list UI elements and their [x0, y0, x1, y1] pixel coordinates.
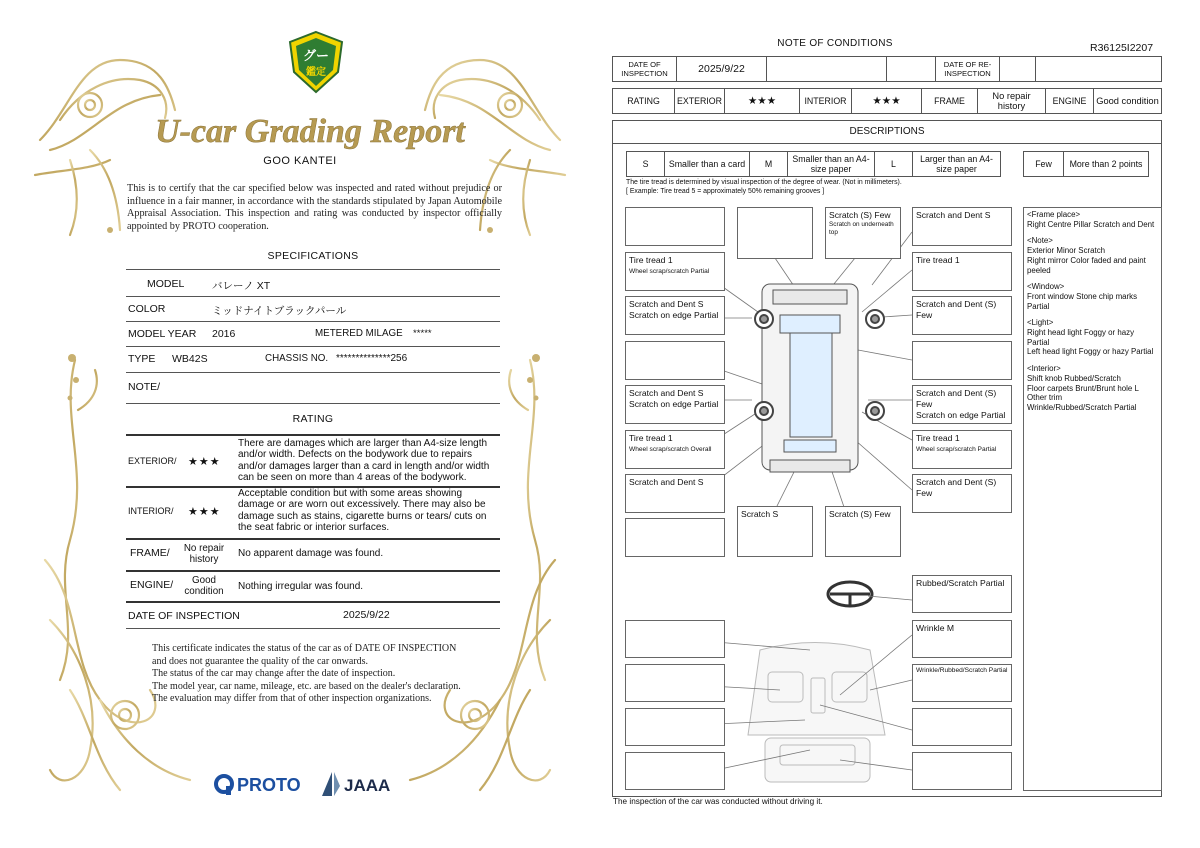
exterior-label: EXTERIOR [675, 89, 725, 113]
date-of-reinspection-label: DATE OF RE-INSPECTION [936, 57, 1000, 81]
goo-kantei-badge-icon [287, 30, 345, 94]
note-frame-place: <Frame place> Right Centre Pillar Scratch and Dent [1027, 210, 1155, 229]
date-of-inspection-label: DATE OF INSPECTION [128, 610, 240, 622]
certificate-footer: This certificate indicates the status of the car as of DATE OF INSPECTION and does not guarantee the quality of the car onwards. The status of the car may change after the date of inspection. The model year, car name, mileage, etc. are based on the dealer's declaration. The evaluation may differ from that of other inspection organizations. [152, 643, 461, 704]
divider [126, 321, 500, 322]
note-title: NOTE OF CONDITIONS [777, 38, 893, 49]
specifications-heading: SPECIFICATIONS [267, 250, 359, 262]
svg-text:グー: グー [302, 48, 330, 63]
chassis-label: CHASSIS NO. [265, 353, 329, 364]
svg-text:PROTO: PROTO [237, 775, 301, 795]
engine-label: ENGINE [1046, 89, 1094, 113]
exterior-stars: ★★★ [188, 456, 221, 468]
legend-l-key: L [875, 152, 913, 176]
engine-value: Good condition [184, 575, 224, 597]
legend-l-text: Larger than an A4-size paper [920, 154, 993, 174]
damage-box-empty [912, 341, 1012, 380]
box-title: Scratch (S) Few [829, 210, 891, 220]
interior-box-empty [625, 664, 725, 702]
model-label: MODEL [147, 278, 185, 290]
divider [126, 628, 500, 629]
color-value: ミッドナイトブラックパール [212, 305, 347, 317]
color-label: COLOR [128, 303, 166, 315]
interior-label: INTERIOR [800, 89, 852, 113]
interior-box-empty [912, 708, 1012, 746]
report-subtitle: GOO KANTEI [263, 155, 337, 167]
note-exterior: <Note> Exterior Minor Scratch Right mirror Color faded and paint peeled [1027, 236, 1146, 275]
damage-box-right-front: Scratch and Dent (S) Few [912, 296, 1012, 335]
interior-description: Acceptable condition but with some areas showing damage or are worn out excessively. There may also be damage such as stains, cigarette burns or tears/ cuts on the seat fabric or interior surfaces. [238, 488, 487, 534]
interior-box-empty [625, 620, 725, 658]
note-footer: The inspection of the car was conducted without driving it. [613, 797, 823, 806]
date-of-inspection-value: 2025/9/22 [343, 609, 390, 621]
damage-box-empty [625, 207, 725, 246]
legend-m-text: Smaller than an A4-size paper [788, 152, 875, 176]
exterior-label: EXTERIOR/ [128, 456, 177, 466]
damage-box-right-front-tire: Tire tread 1 [912, 252, 1012, 291]
interior-box-steering: Rubbed/Scratch Partial [912, 575, 1012, 613]
certificate-intro: This is to certify that the car specified below was inspected and rated without prejudice or influence in a fair manner, in accordance with the standards stipulated by Japan Automobile Appraisal Association. This inspection and rating was conducted by inspector officially appointed by PROTO cooperation. [127, 183, 502, 232]
model-year-label: MODEL YEAR [128, 328, 197, 340]
interior-box-empty [912, 752, 1012, 790]
exterior-description: There are damages which are larger than A4-size length and/or width. Defects on the bodywork due to repairs and/or damages larger than a card in length and/or width can be seen on more than 4 areas of the bodywork. [238, 438, 490, 484]
report-title [140, 102, 480, 158]
interior-box-empty [625, 708, 725, 746]
legend-few-key: Few [1024, 152, 1064, 176]
metered-milage-value: ***** [413, 328, 432, 339]
notes-panel [1023, 207, 1162, 791]
box-detail: Scratch on underneath top [829, 221, 894, 236]
damage-box-front-right: Scratch and Dent S [912, 207, 1012, 246]
damage-box-left-front-tire [625, 252, 725, 291]
divider [126, 296, 500, 297]
engine-description: Nothing irregular was found. [238, 581, 364, 592]
box-title: Tire tread 1 [916, 433, 960, 443]
divider [126, 403, 500, 404]
damage-box-left-rear: Scratch and Dent S Scratch on edge Partial [625, 385, 725, 424]
divider [126, 601, 500, 603]
proto-logo-icon [213, 770, 313, 798]
tire-note-line-1: The tire tread is determined by visual inspection of the degree of wear. (Not in millimeters). [626, 179, 902, 186]
metered-milage-label: METERED MILAGE [315, 328, 403, 339]
damage-box-front-center [825, 207, 901, 259]
svg-text:JAAA: JAAA [344, 776, 391, 795]
rating-heading: RATING [292, 413, 334, 425]
legend-s-text: Smaller than a card [665, 152, 750, 176]
interior-box-front-seat: Wrinkle M [912, 620, 1012, 658]
damage-box-rear-left: Scratch S [737, 506, 813, 557]
box-detail: Wheel scrap/scratch Overall [629, 446, 712, 453]
interior-stars: ★★★ [852, 89, 922, 113]
descriptions-heading: DESCRIPTIONS [613, 121, 1161, 144]
damage-box-left-rear-tire [625, 430, 725, 469]
model-value: バレーノ XT [212, 280, 271, 292]
engine-label: ENGINE/ [130, 579, 174, 591]
steering-wheel-icon [828, 582, 872, 606]
tire-note-line-2: [ Example: Tire tread 5 = approximately 50% remaining grooves ] [626, 187, 825, 195]
legend-few-text: More than 2 points [1069, 159, 1143, 169]
divider [126, 372, 500, 373]
box-detail: Wheel scrap/scratch Partial [916, 446, 997, 453]
box-detail: Wheel scrap/scratch Partial [629, 268, 710, 275]
damage-box-right-tail: Scratch and Dent (S) Few [912, 474, 1012, 513]
note-light: <Light> Right head light Foggy or hazy Partial Left head light Foggy or hazy Partial [1027, 318, 1154, 357]
divider [126, 538, 500, 540]
damage-box-right-rear: Scratch and Dent (S) Few Scratch on edge Partial [912, 385, 1012, 424]
note-of-conditions [600, 0, 1200, 848]
note-label: NOTE/ [128, 381, 161, 393]
type-label: TYPE [128, 353, 156, 365]
damage-box-left-tail: Scratch and Dent S [625, 474, 725, 513]
date-of-inspection-label: DATE OF INSPECTION [613, 57, 677, 81]
damage-box-right-rear-tire [912, 430, 1012, 469]
note-interior: <Interior> Shift knob Rubbed/Scratch Floor carpets Brunt/Brunt hole L Other trim Wrinkle/Rubbed/Scratch Partial [1027, 364, 1139, 412]
divider [126, 346, 500, 347]
damage-box-rear-right: Scratch (S) Few [825, 506, 901, 557]
date-of-inspection-value: 2025/9/22 [677, 57, 767, 81]
interior-box-empty [625, 752, 725, 790]
damage-box-empty [625, 341, 725, 380]
frame-label: FRAME/ [130, 547, 170, 559]
box-title: Tire tread 1 [629, 433, 673, 443]
interior-label: INTERIOR/ [128, 506, 174, 516]
frame-value: No repair history [978, 89, 1046, 113]
frame-description: No apparent damage was found. [238, 548, 384, 559]
exterior-stars: ★★★ [725, 89, 800, 113]
model-year-value: 2016 [212, 328, 236, 340]
interior-stars: ★★★ [188, 506, 221, 518]
chassis-value: **************256 [336, 353, 408, 364]
frame-value: No repair history [183, 543, 225, 565]
damage-box-empty [737, 207, 813, 259]
svg-text:U-car Grading Report: U-car Grading Report [155, 113, 465, 150]
svg-text:鑑定: 鑑定 [306, 67, 326, 78]
jaaa-logo-icon [318, 770, 398, 798]
divider [126, 434, 500, 436]
engine-value: Good condition [1096, 96, 1159, 106]
legend-m-key: M [750, 152, 788, 176]
frame-label: FRAME [922, 89, 978, 113]
legend-s-key: S [627, 152, 665, 176]
divider [126, 269, 500, 270]
rating-label: RATING [613, 89, 675, 113]
report-code: R36125I2207 [1090, 42, 1154, 54]
damage-box-empty [625, 518, 725, 557]
note-window: <Window> Front window Stone chip marks Partial [1027, 282, 1138, 311]
divider [126, 570, 500, 572]
type-value: WB42S [172, 353, 208, 365]
box-title: Tire tread 1 [629, 255, 673, 265]
damage-box-left-front: Scratch and Dent S Scratch on edge Partial [625, 296, 725, 335]
interior-box-trim: Wrinkle/Rubbed/Scratch Partial [912, 664, 1012, 702]
